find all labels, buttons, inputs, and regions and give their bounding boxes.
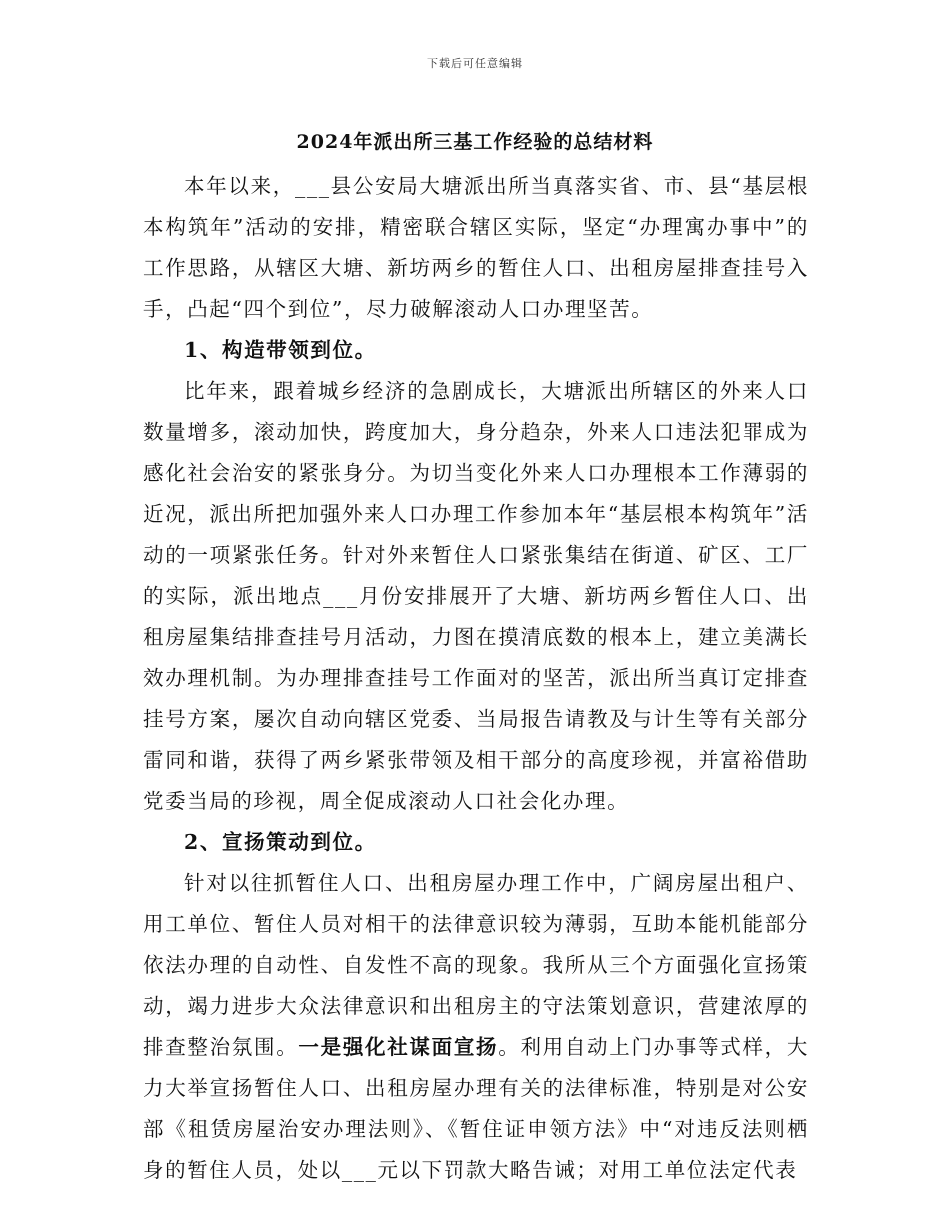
- paragraph-text-after: 。利用自动上门办事等式样，大力大举宣扬暂住人口、出租房屋办理有关的法律标准，特别是对公安部《租赁房屋治安办理法则》、《暂住证申领方法》中“对违反法则栖身的暂住人员，处以___元以下罚款大略告诫；对用工单位法定代表: [143, 1035, 809, 1182]
- document-body: [143, 166, 809, 1191]
- bold-phrase: 一是强化社谋面宣扬: [298, 1035, 499, 1059]
- paragraph-section-1: 比年来，跟着城乡经济的急剧成长，大塘派出所辖区的外来人口数量增多，滚动加快，跨度加大，身分趋杂，外来人口违法犯罪成为感化社会治安的紧张身分。为切当变化外来人口办理根本工作薄弱的近况，派出所把加强外来人口办理工作参加本年“基层根本构筑年”活动的一项紧张任务。针对外来暂住人口紧张集结在街道、矿区、工厂的实际，派出地点___月份安排展开了大塘、新坊两乡暂住人口、出租房屋集结排查挂号月活动，力图在摸清底数的根本上，建立美满长效办理机制。为办理排查挂号工作面对的坚苦，派出所当真订定排查挂号方案，屡次自动向辖区党委、当局报告请教及与计生等有关部分雷同和谐，获得了两乡紧张带领及相干部分的高度珍视，并富裕借助党委当局的珍视，周全促成滚动人口社会化办理。: [143, 379, 809, 813]
- paragraph-intro: 本年以来，___县公安局大塘派出所当真落实省、市、县“基层根本构筑年”活动的安排，精密联合辖区实际，坚定“办理寓办事中”的工作思路，从辖区大塘、新坊两乡的暂住人口、出租房屋排查挂号入手，凸起“四个到位”，尽力破解滚动人口办理坚苦。: [143, 174, 809, 321]
- document-title: 2024年派出所三基工作经验的总结材料: [296, 131, 654, 153]
- header-note: 下载后可任意编辑: [427, 57, 523, 70]
- paragraph-text-before: 针对以往抓暂住人口、出租房屋办理工作中，广阔房屋出租户、用工单位、暂住人员对相干的法律意识较为薄弱，互助本能机能部分依法办理的自动性、自发性不高的现象。我所从三个方面强化宣扬策动，竭力进步大众法律意识和出租房主的守法策划意识，营建浓厚的排查整治氛围。: [143, 871, 809, 1059]
- paragraph-section-2: [143, 863, 809, 1191]
- section-heading-1: 1、构造带领到位。: [184, 338, 377, 362]
- section-heading-2: 2、宣扬策动到位。: [184, 830, 377, 854]
